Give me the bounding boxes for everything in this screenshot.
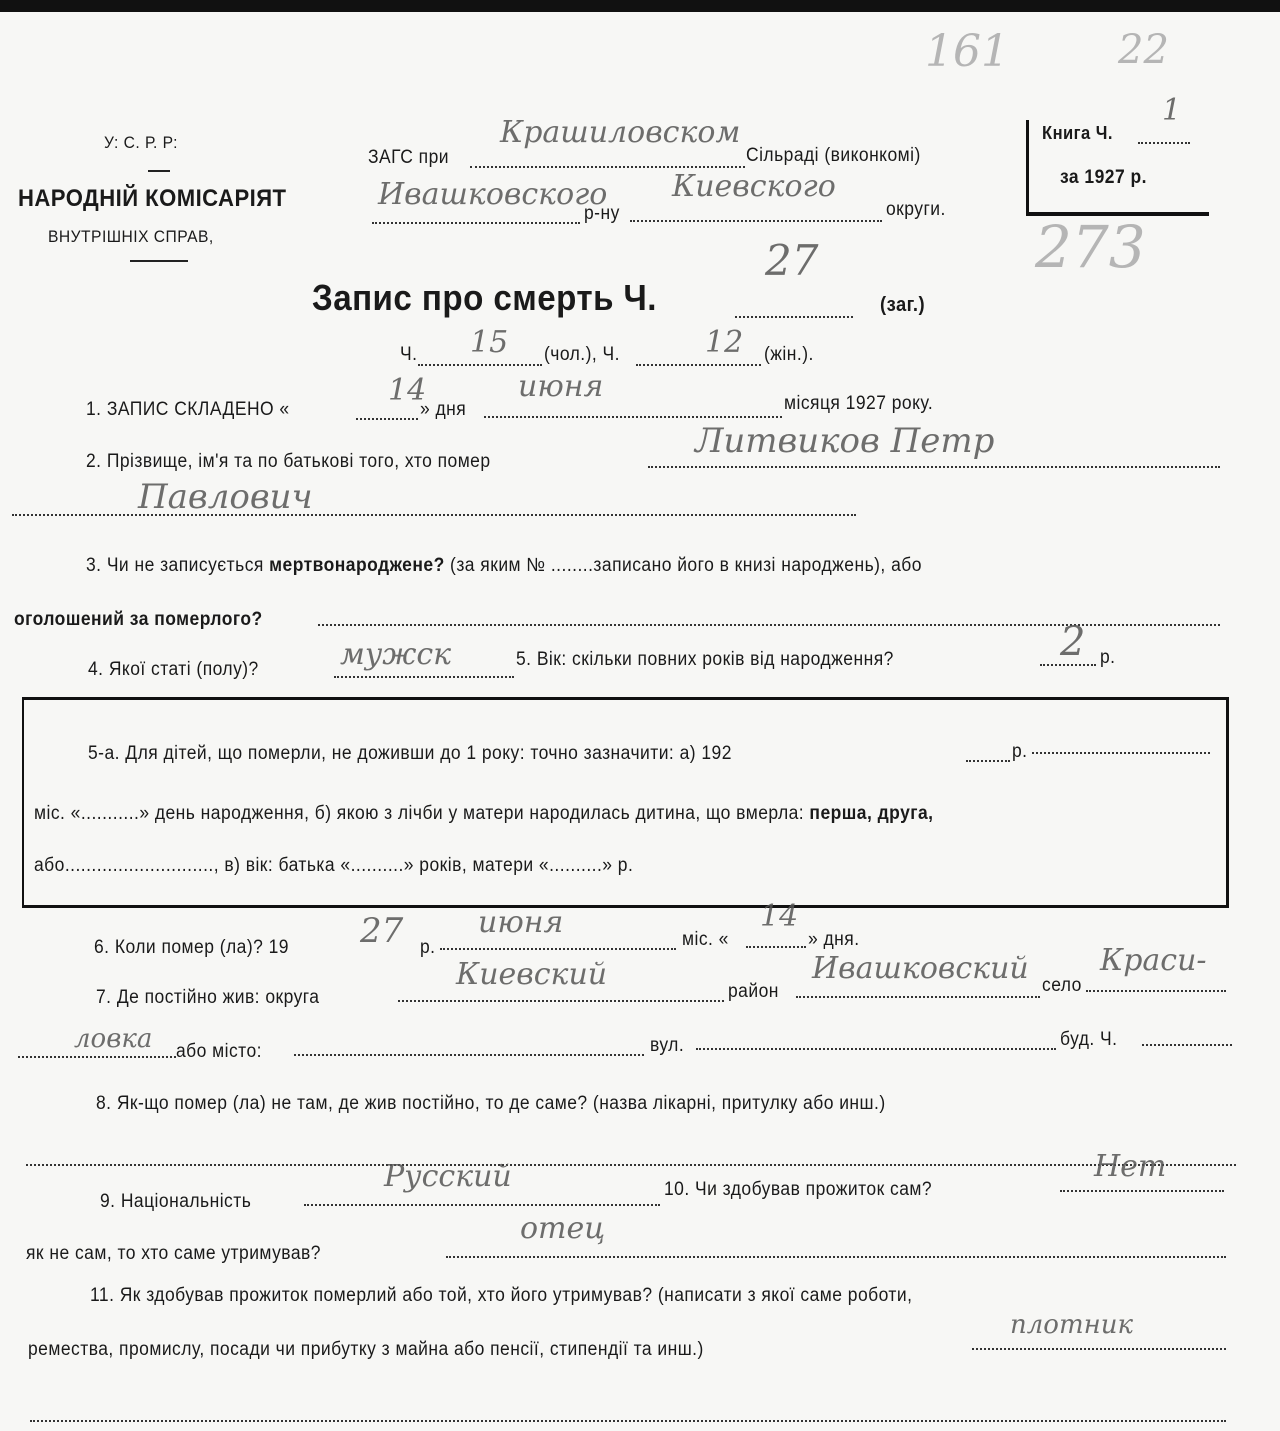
f9-line — [304, 1204, 660, 1206]
f5a-text: або — [34, 855, 65, 876]
state-abbr: У: С. Р. Р: — [104, 133, 178, 152]
f10b-label: як не сам, то хто саме утримував? — [26, 1243, 321, 1264]
district-line — [372, 222, 580, 224]
council-label: Сільраді (виконкомі) — [746, 145, 921, 166]
f2-line — [648, 466, 1220, 468]
zags-line — [470, 166, 745, 168]
zags-label: ЗАГС при — [368, 147, 450, 168]
f5a-line1-end: р. — [1012, 741, 1028, 762]
f5a-bold: перша, друга, — [809, 803, 934, 824]
f3-bold: мертвонароджене? — [269, 555, 445, 576]
deceased-patronymic: Павлович — [138, 477, 313, 517]
f7-bud-line — [1142, 1044, 1232, 1046]
sex-value: мужск — [340, 637, 452, 672]
f6-label: 6. Коли помер (ла)? 19 — [94, 937, 289, 958]
f3-bold2: оголошений за померлого? — [14, 609, 263, 630]
f7-okrug-line — [398, 1000, 724, 1002]
residence-village: Краси- — [1100, 943, 1207, 978]
district-value: Ивашковского — [378, 177, 608, 212]
scan-edge — [0, 0, 1280, 12]
age-value: 2 — [1060, 619, 1086, 665]
record-number-line — [735, 316, 853, 318]
death-month: июня — [478, 905, 564, 940]
female-count: 12 — [705, 325, 744, 360]
occupation: плотник — [1010, 1310, 1134, 1340]
f1-day-line — [356, 418, 418, 420]
residence-rayon: Ивашковский — [812, 951, 1029, 986]
f5a-line2: міс. «...........» день народження, б) якою з лічби у матери народилась дитина, що вмерла: перша, друга, — [34, 803, 934, 824]
f11-label2: ремества, промислу, посади чи прибутку з майна або пенсії, стипендії та инш.) — [28, 1339, 704, 1360]
f3-text: (за яким № — [450, 555, 546, 576]
death-year: 27 — [360, 911, 404, 951]
book-year: за 1927 р. — [1060, 167, 1147, 188]
f5a-text: » р. — [602, 855, 634, 876]
record-title: Запис про смерть Ч. — [312, 277, 657, 318]
f8-label: 8. Як-що помер (ла) не там, де жив постійно, то де саме? (назва лікарні, притулку або инш.) — [96, 1093, 886, 1114]
f7-city-line — [294, 1054, 644, 1056]
death-day: 14 — [760, 899, 799, 934]
f7-selo-line — [1086, 990, 1226, 992]
f2-label: 2. Прізвище, ім'я та по батькові того, хто помер — [86, 451, 491, 472]
department-title: ВНУТРІШНІХ СПРАВ, — [48, 227, 214, 246]
f7-selo-label: село — [1042, 975, 1082, 996]
f10-label: 10. Чи здобував прожиток сам? — [664, 1179, 933, 1200]
f5a-line3: або............................, в) вік: батька «..........» років, матери «..........» р. — [34, 855, 634, 876]
f11-line2 — [30, 1420, 1226, 1422]
f4-line — [334, 676, 514, 678]
record-suffix: (заг.) — [880, 294, 926, 316]
f1-mid: » дня — [420, 399, 467, 420]
male-label: (чол.), Ч. — [544, 344, 620, 365]
book-line — [1138, 142, 1190, 144]
commissariat-title: НАРОДНІЙ КОМІСАРІЯТ — [18, 185, 287, 212]
deceased-name: Литвиков Петр — [695, 421, 995, 461]
f7-street-label: вул. — [650, 1035, 685, 1056]
self-supporting: Нет — [1094, 1149, 1167, 1184]
f5a-line — [966, 760, 1010, 762]
f7-rayon-line — [796, 996, 1040, 998]
nationality: Русский — [384, 1159, 512, 1194]
f1-day: 14 — [388, 373, 427, 408]
f6-mis: міс. « — [682, 929, 729, 950]
f6-end: » дня. — [808, 929, 860, 950]
f7-city-label: або місто: — [176, 1041, 262, 1062]
f6-month-line — [440, 948, 676, 950]
female-line — [636, 364, 761, 366]
f7-rayon-label: район — [728, 981, 779, 1002]
book-label: Книга Ч. — [1042, 123, 1113, 143]
record-number: 27 — [765, 236, 819, 285]
f1-label: 1. ЗАПИС СКЛАДЕНО « — [86, 399, 290, 420]
f5a-text: міс. « — [34, 803, 81, 824]
f3-text: записано його в книзі народжень), або — [593, 555, 922, 576]
f6-r: р. — [420, 937, 436, 958]
f5-label: 5. Вік: скільки повних років від народження? — [516, 649, 894, 670]
f6-day-line — [746, 946, 806, 948]
archive-mark: 161 — [925, 26, 1009, 77]
f4-label: 4. Якої статі (полу)? — [88, 659, 259, 680]
archive-mark: 22 — [1118, 27, 1169, 73]
divider — [130, 260, 188, 262]
f7-label: 7. Де постійно жив: округа — [96, 987, 320, 1008]
f10-line — [1060, 1190, 1224, 1192]
okrug-line — [630, 220, 882, 222]
f8-line — [26, 1164, 1236, 1166]
f7-street-line — [696, 1048, 1056, 1050]
f5a-text: » день народження, б) якою з лічби у матери народилась дитина, що вмерла: — [139, 803, 805, 824]
f5-unit: р. — [1100, 647, 1116, 668]
residence-okrug: Киевский — [456, 957, 608, 992]
f10b-line — [446, 1256, 1226, 1258]
male-prefix: Ч. — [400, 344, 418, 365]
district-label: р-ну — [584, 203, 620, 224]
f7-bud-label: буд. Ч. — [1060, 1029, 1118, 1050]
male-line — [418, 364, 542, 366]
male-count: 15 — [470, 325, 509, 360]
f11-line — [972, 1348, 1226, 1350]
okrug-label: округи. — [886, 199, 946, 220]
f1-end: місяця 1927 року. — [784, 393, 934, 414]
archive-mark: 273 — [1035, 213, 1146, 281]
zags-value: Крашиловском — [500, 115, 741, 150]
book-number: 1 — [1162, 93, 1182, 128]
residence-village-2: ловка — [74, 1024, 153, 1054]
divider — [148, 170, 170, 172]
supporter: отец — [520, 1211, 606, 1246]
f1-month-line — [484, 416, 782, 418]
f5a-text: , в) вік: батька « — [213, 855, 351, 876]
f5a-line1: 5-а. Для дітей, що померли, не доживши до 1 року: точно зазначити: а) 192 — [88, 743, 732, 764]
okrug-value: Киевского — [672, 169, 836, 204]
f11-label: 11. Як здобував прожиток померлий або той, хто його утримував? (написати з якої саме роботи, — [90, 1285, 913, 1306]
f3-label: 3. Чи не записується мертвонароджене? (за яким № ........записано його в книзі народжень), або — [86, 555, 922, 576]
f5a-line — [1032, 752, 1210, 754]
f9-label: 9. Національність — [100, 1191, 252, 1212]
f1-month: июня — [518, 369, 604, 404]
female-label: (жін.). — [764, 344, 814, 365]
f5a-text: » років, матери « — [403, 855, 550, 876]
f7-selo-line2 — [18, 1056, 176, 1058]
f3-text: 3. Чи не записується — [86, 555, 264, 576]
